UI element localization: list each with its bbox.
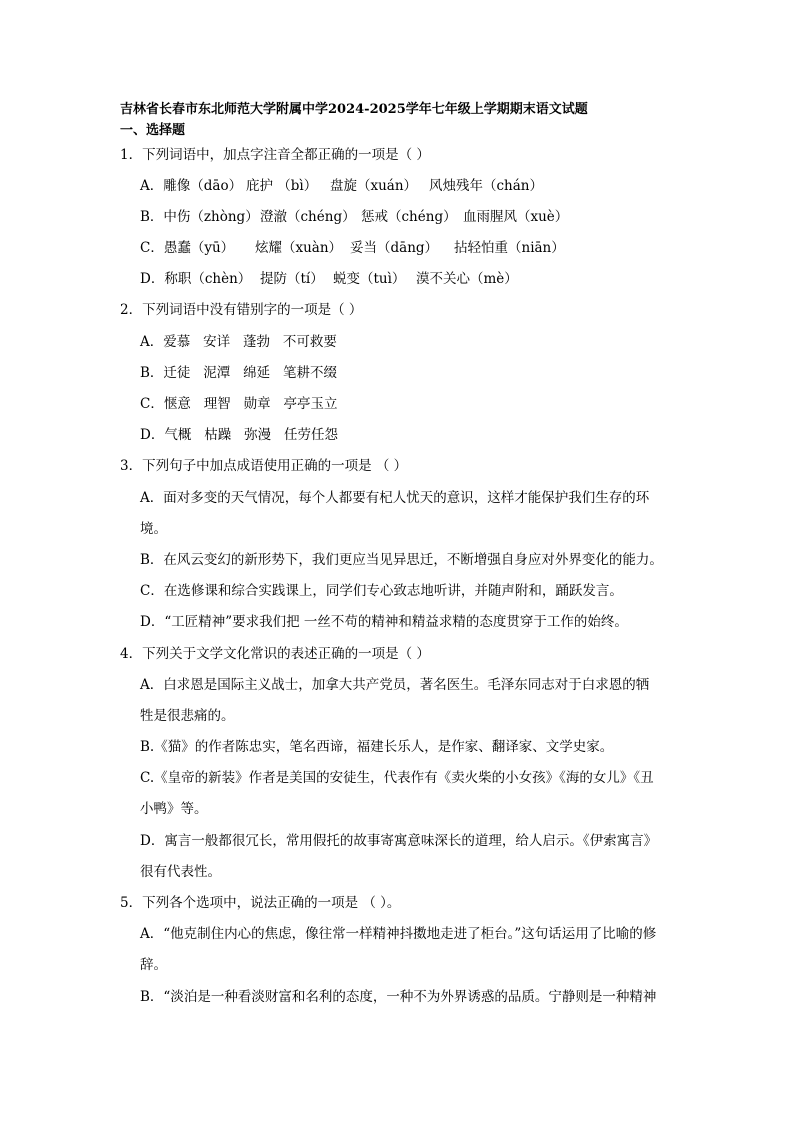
question-4-option-b: B.《猫》的作者陈忠实，笔名西谛，福建长乐人，是作家、翻译家、文学史家。 xyxy=(140,739,614,755)
option-part: 惩戒（chéng） xyxy=(361,209,457,225)
question-3-option-d: D．“工匠精神”要求我们把 一丝不苟的精神和精益求精的态度贯穿于工作的始终。 xyxy=(140,614,628,630)
option-part: 风烛残年（chán） xyxy=(429,178,543,194)
question-2-option-c: C．惬意 理智 勋章 亭亭玉立 xyxy=(140,396,338,412)
question-5-stem: 5．下列各个选项中，说法正确的一项是 （ ）。 xyxy=(120,895,401,911)
option-part: 庇护 （bì） xyxy=(246,178,318,194)
question-1-option-d xyxy=(140,270,518,288)
question-3-option-c: C．在选修课和综合实践课上，同学们专心致志地听讲，并随声附和，踊跃发言。 xyxy=(140,583,623,599)
question-2-option-b: B．迁徒 泥潭 绵延 笔耕不缀 xyxy=(140,365,338,381)
question-3-option-b: B．在风云变幻的新形势下，我们更应当见异思迁，不断增强自身应对外界变化的能力。 xyxy=(140,552,663,568)
question-4-option-d-cont: 很有代表性。 xyxy=(140,864,221,880)
option-part: 妥当（dāng） xyxy=(350,240,439,256)
question-3-option-a-cont: 境。 xyxy=(140,521,167,537)
question-3-option-a: A．面对多变的天气情况，每个人都要有杞人忧天的意识，这样才能保护我们生存的环 xyxy=(140,490,650,506)
option-part: C．愚蠢（yū） xyxy=(140,240,235,256)
option-part: 澄澈（chéng） xyxy=(260,209,356,225)
question-1-option-c xyxy=(140,239,565,257)
option-part: A．雕像（dāo） xyxy=(140,178,243,194)
option-part: 蜕变（tuì） xyxy=(333,271,406,287)
question-4-option-a: A．白求恩是国际主义战士，加拿大共产党员，著名医生。毛泽东同志对于白求恩的牺 xyxy=(140,677,650,693)
question-1-option-a xyxy=(140,177,543,195)
question-3-stem: 3．下列句子中加点成语使用正确的一项是 （ ） xyxy=(120,458,408,474)
option-part: 拈轻怕重（niān） xyxy=(454,240,565,256)
option-part: 炫耀（xuàn） xyxy=(255,240,343,256)
option-part: B．中伤（zhòng） xyxy=(140,209,259,225)
question-4-option-c-cont: 小鸭》等。 xyxy=(140,801,208,817)
question-4-option-a-cont: 牲是很悲痛的。 xyxy=(140,708,235,724)
question-5-option-b: B．“淡泊是一种看淡财富和名利的态度，一种不为外界诱惑的品质。宁静则是一种精神 xyxy=(140,989,657,1005)
question-1-stem: 1．下列词语中，加点字注音全都正确的一项是（ ） xyxy=(120,147,430,163)
option-part: 血雨腥风（xuè） xyxy=(463,209,569,225)
option-part: D．称职（chèn） xyxy=(140,271,252,287)
question-5-option-a-cont: 辞。 xyxy=(140,957,167,973)
section-heading: 一、选择题 xyxy=(120,123,186,138)
question-4-option-c: C.《皇帝的新装》作者是美国的安徒生，代表作有《卖火柴的小女孩》《海的女儿》《丑 xyxy=(140,770,654,786)
document-title: 吉林省长春市东北师范大学附属中学2024-2025学年七年级上学期期末语文试题 xyxy=(120,102,588,117)
question-5-option-a: A．“他克制住内心的焦虑，像往常一样精神抖擞地走进了柜台。”这句话运用了比喻的修 xyxy=(140,926,657,942)
question-2-option-d: D．气概 枯躁 弥漫 任劳任怨 xyxy=(140,427,338,443)
question-4-stem: 4．下列关于文学文化常识的表述正确的一项是（ ） xyxy=(120,646,430,662)
option-part: 盘旋（xuán） xyxy=(330,178,418,194)
question-4-option-d: D．寓言一般都很冗长，常用假托的故事寄寓意味深长的道理，给人启示。《伊索寓言》 xyxy=(140,833,658,849)
question-2-option-a: A．爱慕 安详 蓬勃 不可救要 xyxy=(140,334,337,350)
option-part: 提防（tí） xyxy=(260,271,324,287)
option-part: 漠不关心（mè） xyxy=(416,271,518,287)
question-1-option-b xyxy=(140,208,568,226)
question-2-stem: 2．下列词语中没有错别字的一项是（ ） xyxy=(120,302,363,318)
